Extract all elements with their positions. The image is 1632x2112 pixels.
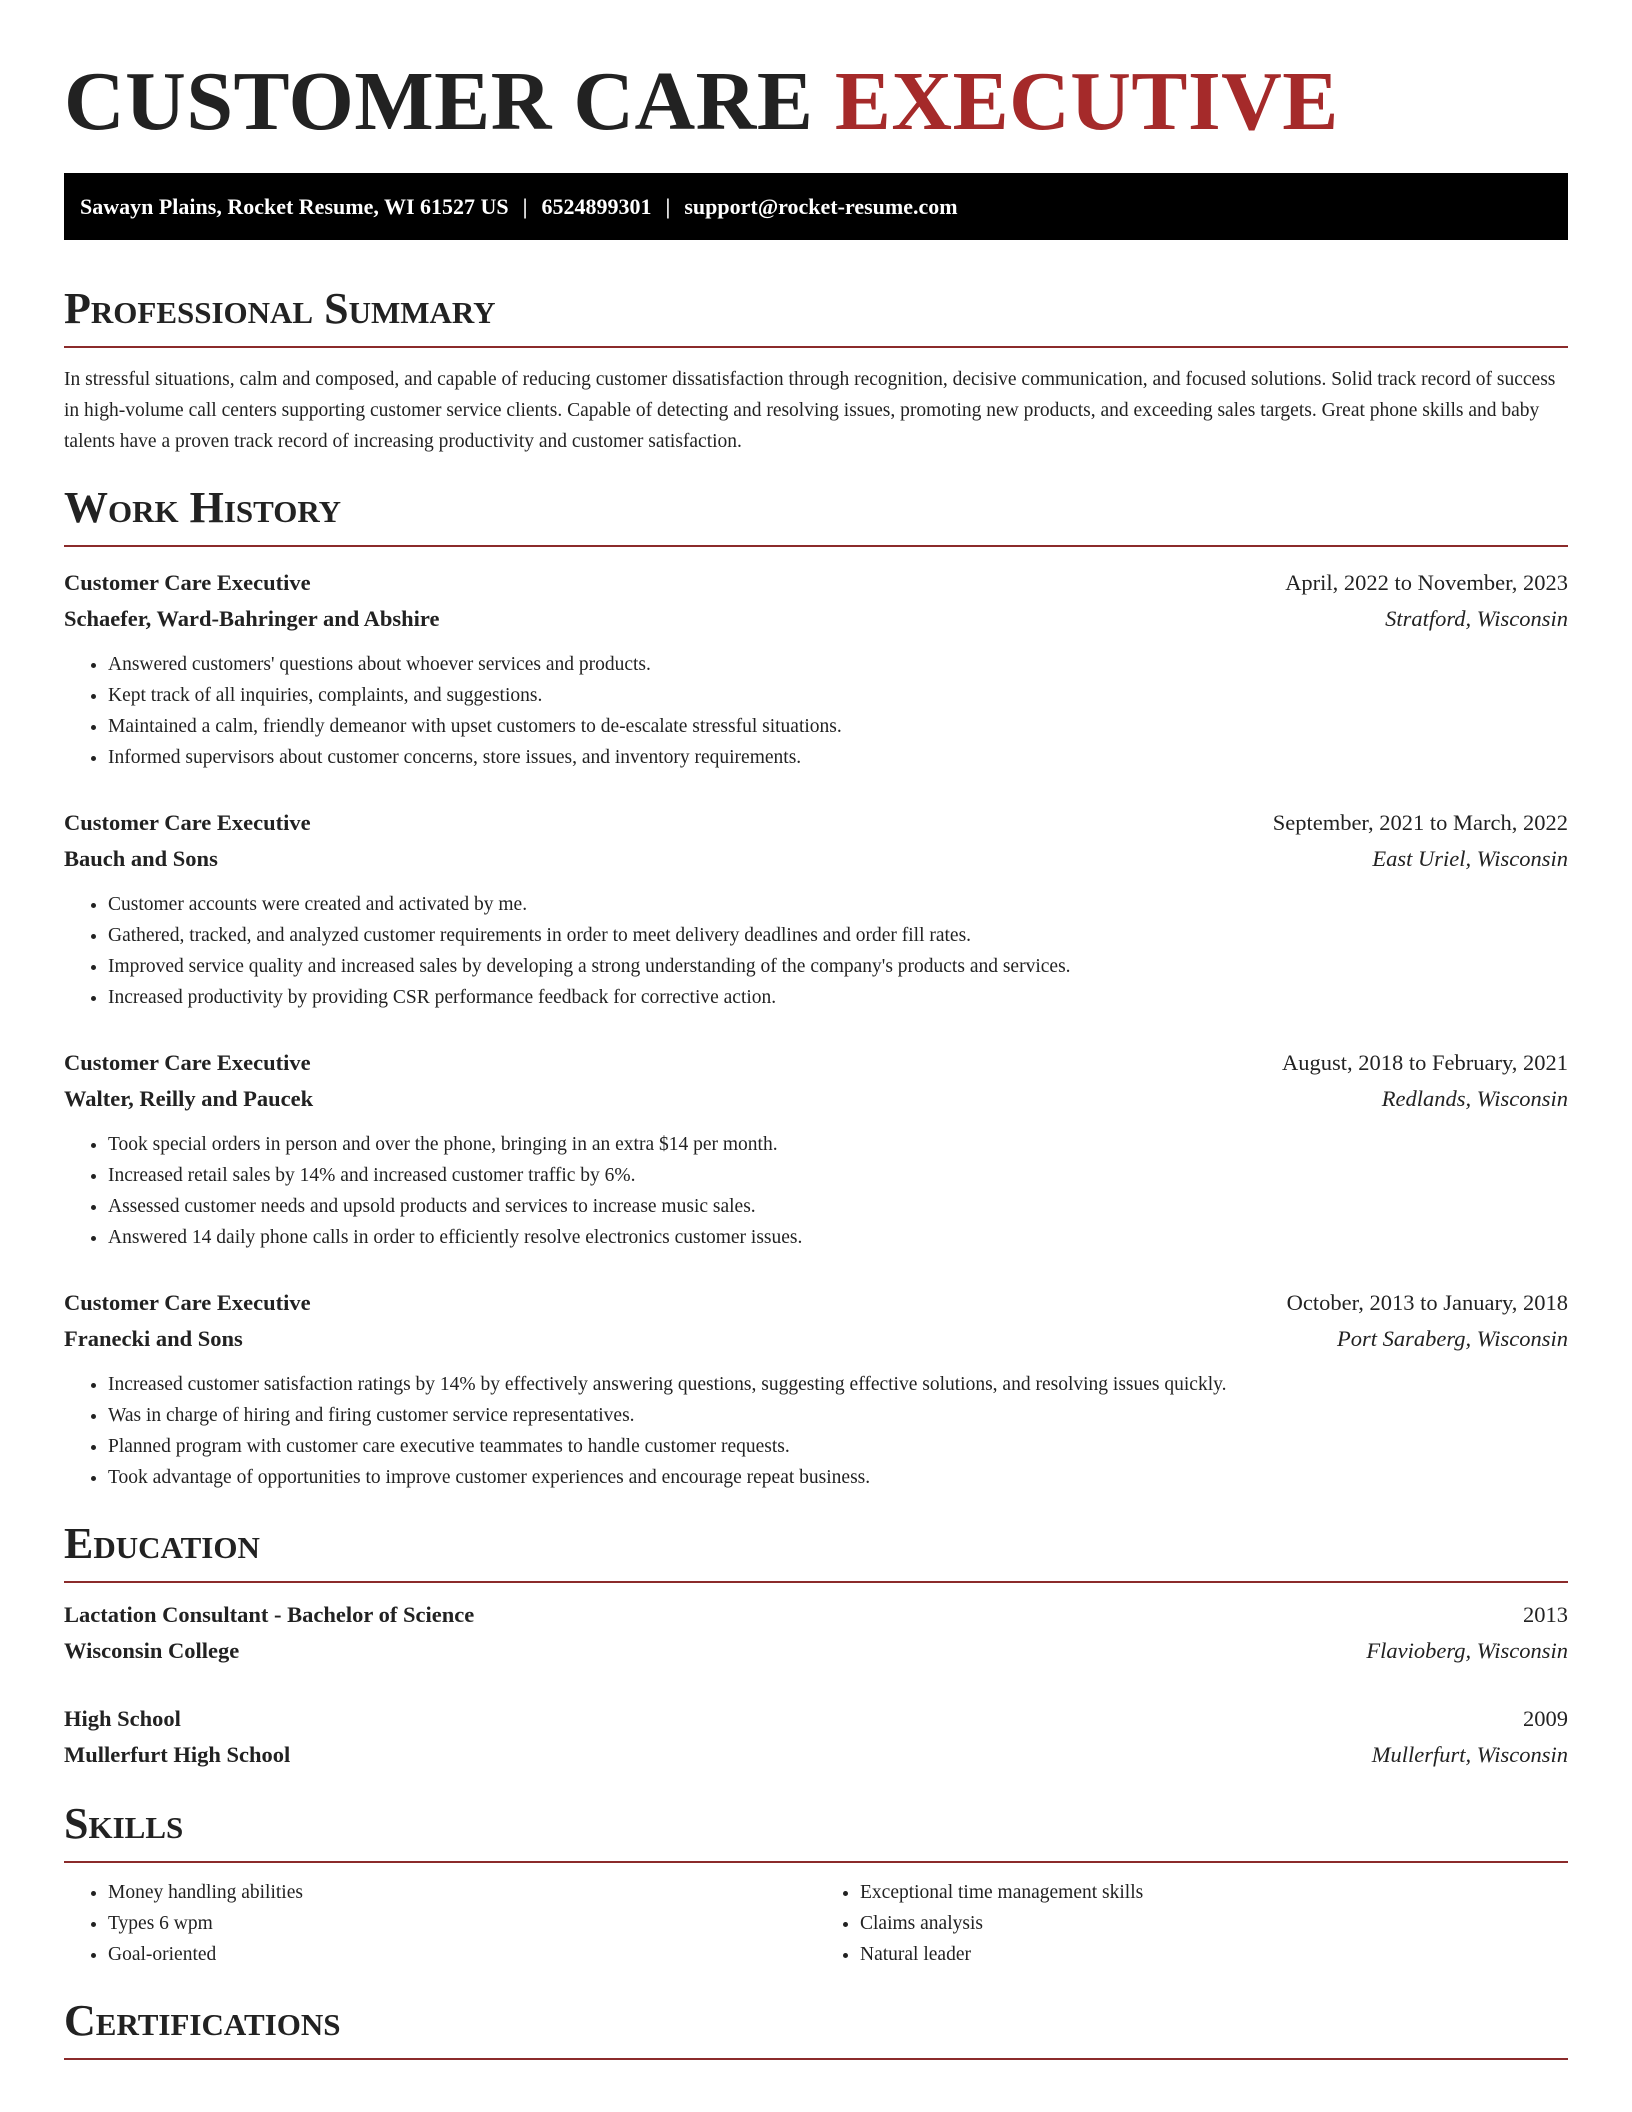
job-company-row: [64, 1321, 1568, 1357]
education-school: Wisconsin College: [64, 1638, 240, 1663]
section-heading-education: Education: [64, 1519, 260, 1568]
job-bullet: • Increased retail sales by 14% and increased customer traffic by 6%.: [108, 1160, 1568, 1191]
skill-item: • Money handling abilities: [108, 1877, 816, 1908]
title-main: CUSTOMER CARE: [64, 55, 814, 148]
job-entry: [64, 1045, 1568, 1253]
section-divider: [64, 1861, 1568, 1863]
job-bullet: • Increased customer satisfaction ratings by 14% by effectively answering questions, suggesting effective solutions, and resolving issues quickly.: [108, 1369, 1568, 1400]
contact-separator: |: [665, 194, 671, 219]
education-degree: Lactation Consultant - Bachelor of Science: [64, 1602, 475, 1627]
job-entry: [64, 805, 1568, 1013]
job-dates: September, 2021 to March, 2022: [1272, 810, 1568, 835]
education-entry: [64, 1597, 1568, 1669]
job-dates: April, 2022 to November, 2023: [1285, 570, 1568, 595]
job-dates: August, 2018 to February, 2021: [1281, 1050, 1568, 1075]
job-bullet: • Increased productivity by providing CSR performance feedback for corrective action.: [108, 982, 1568, 1013]
job-company-row: [64, 841, 1568, 877]
job-location: Redlands, Wisconsin: [1381, 1086, 1568, 1111]
summary-section: [64, 284, 1568, 457]
contact-separator: |: [522, 194, 528, 219]
job-title: Customer Care Executive: [64, 1290, 311, 1315]
job-bullet: • Maintained a calm, friendly demeanor with upset customers to de-escalate stressful situations.: [108, 711, 1568, 742]
job-header-row: [64, 805, 1568, 841]
work-history-section: [64, 483, 1568, 1493]
skills-list-right: [816, 1877, 1568, 1970]
contact-email[interactable]: support@rocket-resume.com: [684, 194, 958, 219]
job-bullet: • Answered 14 daily phone calls in order to efficiently resolve electronics customer issues.: [108, 1222, 1568, 1253]
job-title: Customer Care Executive: [64, 810, 311, 835]
education-school-row: [64, 1737, 1568, 1773]
job-company: Walter, Reilly and Paucek: [64, 1086, 314, 1111]
education-entry: [64, 1701, 1568, 1773]
section-divider: [64, 2058, 1568, 2060]
job-bullet: • Took advantage of opportunities to improve customer experiences and encourage repeat business.: [108, 1462, 1568, 1493]
skill-item: • Goal-oriented: [108, 1939, 816, 1970]
contact-address: Sawayn Plains, Rocket Resume, WI 61527 US: [80, 194, 509, 219]
education-year: 2009: [1523, 1706, 1568, 1731]
skills-list-left: [64, 1877, 816, 1970]
skill-item: • Exceptional time management skills: [860, 1877, 1568, 1908]
section-divider: [64, 545, 1568, 547]
job-bullets: [64, 1369, 1568, 1493]
job-bullet: • Informed supervisors about customer concerns, store issues, and inventory requirements.: [108, 742, 1568, 773]
section-divider: [64, 346, 1568, 348]
job-header-row: [64, 1045, 1568, 1081]
job-bullet: • Kept track of all inquiries, complaints, and suggestions.: [108, 680, 1568, 711]
education-degree: High School: [64, 1706, 181, 1731]
job-title: Customer Care Executive: [64, 1050, 311, 1075]
job-bullet: • Planned program with customer care executive teammates to handle customer requests.: [108, 1431, 1568, 1462]
education-year: 2013: [1523, 1602, 1568, 1627]
education-section: [64, 1519, 1568, 1773]
job-entry: [64, 565, 1568, 773]
skills-section: [64, 1799, 1568, 1970]
job-bullet: • Improved service quality and increased sales by developing a strong understanding of the company's products and services.: [108, 951, 1568, 982]
job-location: Stratford, Wisconsin: [1385, 606, 1568, 631]
job-company: Schaefer, Ward-Bahringer and Abshire: [64, 606, 440, 631]
skill-item: • Claims analysis: [860, 1908, 1568, 1939]
skills-columns: [64, 1877, 1568, 1970]
skill-item: • Natural leader: [860, 1939, 1568, 1970]
job-entry: [64, 1285, 1568, 1493]
job-company: Franecki and Sons: [64, 1326, 243, 1351]
job-bullets: [64, 1129, 1568, 1253]
contact-bar: [64, 173, 1568, 240]
job-bullet: • Assessed customer needs and upsold products and services to increase music sales.: [108, 1191, 1568, 1222]
job-bullet: • Answered customers' questions about whoever services and products.: [108, 649, 1568, 680]
job-company-row: [64, 1081, 1568, 1117]
resume-title: [64, 55, 1568, 149]
summary-text: In stressful situations, calm and composed, and capable of reducing customer dissatisfaction through recognition, decisive communication, and focused solutions. Solid track record of success in high-volume call centers supporting customer service clients. Capable of detecting and resolving issues, promoting new products, and exceeding sales targets. Great phone skills and baby talents have a proven track record of increasing productivity and customer satisfaction.: [64, 369, 1556, 452]
title-accent: EXECUTIVE: [834, 55, 1339, 148]
certifications-section: [64, 1996, 1568, 2060]
section-divider: [64, 1581, 1568, 1583]
job-header-row: [64, 1285, 1568, 1321]
section-heading-work-history: Work History: [64, 483, 342, 532]
contact-phone: 6524899301: [541, 194, 652, 219]
job-bullet: • Was in charge of hiring and firing customer service representatives.: [108, 1400, 1568, 1431]
education-location: Flavioberg, Wisconsin: [1366, 1638, 1568, 1663]
job-header-row: [64, 565, 1568, 601]
job-company-row: [64, 601, 1568, 637]
education-school: Mullerfurt High School: [64, 1742, 291, 1767]
job-company: Bauch and Sons: [64, 846, 218, 871]
job-bullets: [64, 889, 1568, 1013]
job-bullet: • Customer accounts were created and activated by me.: [108, 889, 1568, 920]
section-heading-certifications: Certifications: [64, 1996, 341, 2045]
job-bullet: • Gathered, tracked, and analyzed customer requirements in order to meet delivery deadlines and order fill rates.: [108, 920, 1568, 951]
education-school-row: [64, 1633, 1568, 1669]
section-heading-summary: Professional Summary: [64, 284, 496, 333]
skill-item: • Types 6 wpm: [108, 1908, 816, 1939]
education-header-row: [64, 1701, 1568, 1737]
job-dates: October, 2013 to January, 2018: [1286, 1290, 1568, 1315]
job-location: East Uriel, Wisconsin: [1372, 846, 1568, 871]
job-bullet: • Took special orders in person and over the phone, bringing in an extra $14 per month.: [108, 1129, 1568, 1160]
education-header-row: [64, 1597, 1568, 1633]
section-heading-skills: Skills: [64, 1799, 184, 1848]
job-title: Customer Care Executive: [64, 570, 311, 595]
education-location: Mullerfurt, Wisconsin: [1371, 1742, 1568, 1767]
job-location: Port Saraberg, Wisconsin: [1336, 1326, 1568, 1351]
job-bullets: [64, 649, 1568, 773]
